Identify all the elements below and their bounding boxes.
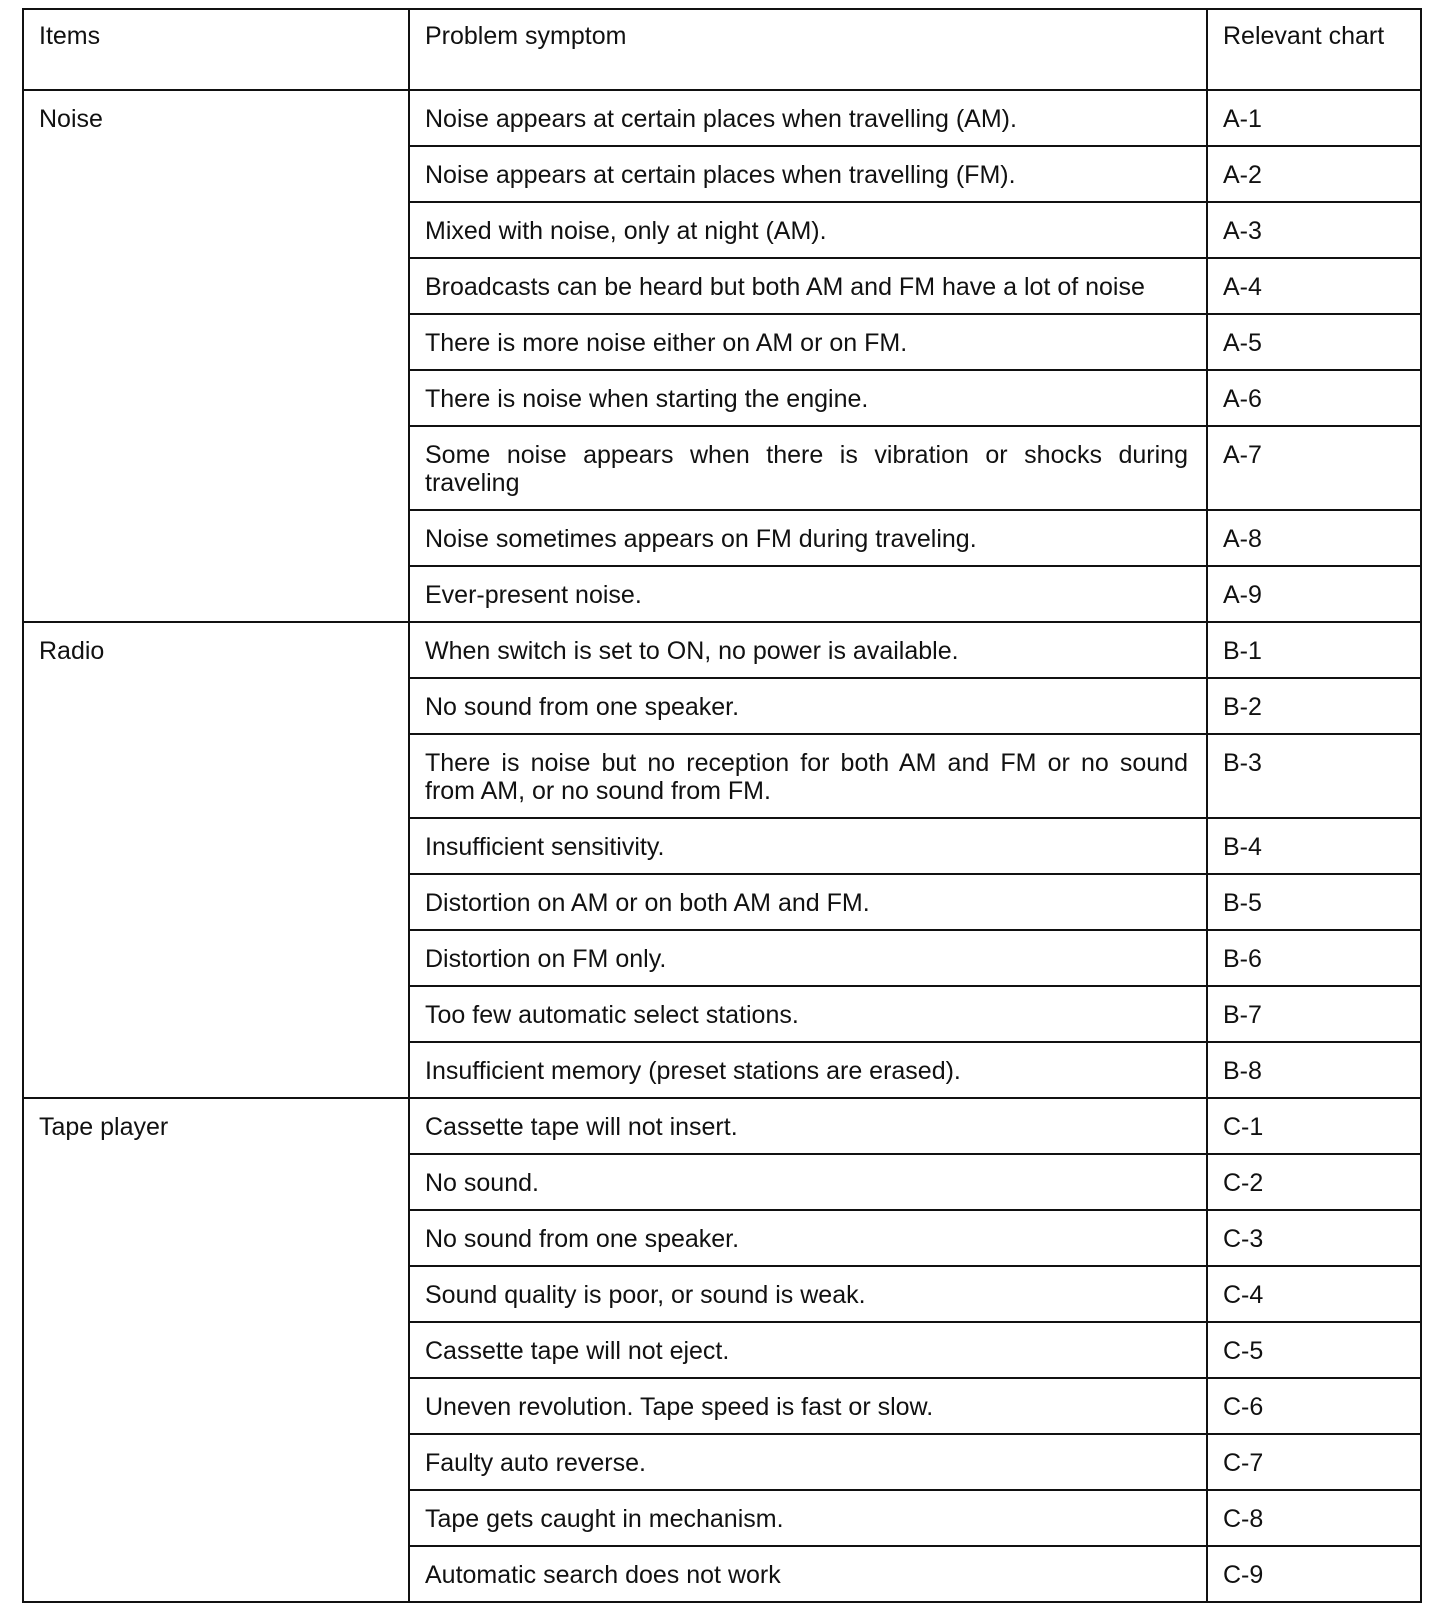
symptom-cell: Uneven revolution. Tape speed is fast or slow.	[409, 1378, 1207, 1434]
symptom-cell: Insufficient sensitivity.	[409, 818, 1207, 874]
symptom-cell: There is noise but no reception for both AM and FM or no sound from AM, or no sound from FM.	[409, 734, 1207, 818]
table-row	[23, 622, 1421, 678]
symptom-cell: Noise appears at certain places when travelling (FM).	[409, 146, 1207, 202]
symptom-cell: Mixed with noise, only at night (AM).	[409, 202, 1207, 258]
chart-ref: A-8	[1207, 510, 1421, 566]
table-row	[23, 1098, 1421, 1154]
troubleshooting-table	[22, 8, 1422, 1603]
symptom-cell: Some noise appears when there is vibration or shocks during traveling	[409, 426, 1207, 510]
symptom-cell: Ever-present noise.	[409, 566, 1207, 622]
chart-ref: B-6	[1207, 930, 1421, 986]
chart-ref: A-2	[1207, 146, 1421, 202]
chart-ref: A-1	[1207, 90, 1421, 146]
symptom-cell: Broadcasts can be heard but both AM and FM have a lot of noise	[409, 258, 1207, 314]
item-noise: Noise	[23, 90, 409, 622]
symptom-cell: When switch is set to ON, no power is available.	[409, 622, 1207, 678]
symptom-cell: Faulty auto reverse.	[409, 1434, 1207, 1490]
chart-ref: C-5	[1207, 1322, 1421, 1378]
chart-ref: A-3	[1207, 202, 1421, 258]
chart-ref: B-2	[1207, 678, 1421, 734]
symptom-cell: Distortion on AM or on both AM and FM.	[409, 874, 1207, 930]
symptom-cell: Sound quality is poor, or sound is weak.	[409, 1266, 1207, 1322]
chart-ref: B-1	[1207, 622, 1421, 678]
symptom-cell: Noise sometimes appears on FM during traveling.	[409, 510, 1207, 566]
symptom-cell: There is noise when starting the engine.	[409, 370, 1207, 426]
symptom-cell: Tape gets caught in mechanism.	[409, 1490, 1207, 1546]
symptom-cell: Too few automatic select stations.	[409, 986, 1207, 1042]
chart-ref: B-5	[1207, 874, 1421, 930]
symptom-cell: Automatic search does not work	[409, 1546, 1207, 1602]
chart-ref: C-8	[1207, 1490, 1421, 1546]
symptom-cell: Noise appears at certain places when travelling (AM).	[409, 90, 1207, 146]
symptom-cell: Insufficient memory (preset stations are erased).	[409, 1042, 1207, 1098]
chart-ref: C-2	[1207, 1154, 1421, 1210]
chart-ref: C-3	[1207, 1210, 1421, 1266]
chart-ref: C-4	[1207, 1266, 1421, 1322]
symptom-cell: Distortion on FM only.	[409, 930, 1207, 986]
item-tape-player: Tape player	[23, 1098, 409, 1602]
header-row	[23, 9, 1421, 90]
chart-ref: B-8	[1207, 1042, 1421, 1098]
table-header	[23, 9, 1421, 90]
chart-ref: A-7	[1207, 426, 1421, 510]
chart-ref: B-7	[1207, 986, 1421, 1042]
chart-ref: B-4	[1207, 818, 1421, 874]
symptom-cell: No sound.	[409, 1154, 1207, 1210]
chart-ref: A-9	[1207, 566, 1421, 622]
chart-ref: C-1	[1207, 1098, 1421, 1154]
header-relevant-chart: Relevant chart	[1207, 9, 1421, 90]
symptom-cell: No sound from one speaker.	[409, 678, 1207, 734]
chart-ref: A-4	[1207, 258, 1421, 314]
item-radio: Radio	[23, 622, 409, 1098]
chart-ref: B-3	[1207, 734, 1421, 818]
header-items: Items	[23, 9, 409, 90]
chart-ref: C-7	[1207, 1434, 1421, 1490]
chart-ref: A-6	[1207, 370, 1421, 426]
symptom-cell: No sound from one speaker.	[409, 1210, 1207, 1266]
chart-ref: C-6	[1207, 1378, 1421, 1434]
table-body	[23, 90, 1421, 1602]
chart-ref: A-5	[1207, 314, 1421, 370]
symptom-cell: Cassette tape will not eject.	[409, 1322, 1207, 1378]
symptom-cell: There is more noise either on AM or on FM.	[409, 314, 1207, 370]
header-problem-symptom: Problem symptom	[409, 9, 1207, 90]
chart-ref: C-9	[1207, 1546, 1421, 1602]
symptom-cell: Cassette tape will not insert.	[409, 1098, 1207, 1154]
table-row	[23, 90, 1421, 146]
